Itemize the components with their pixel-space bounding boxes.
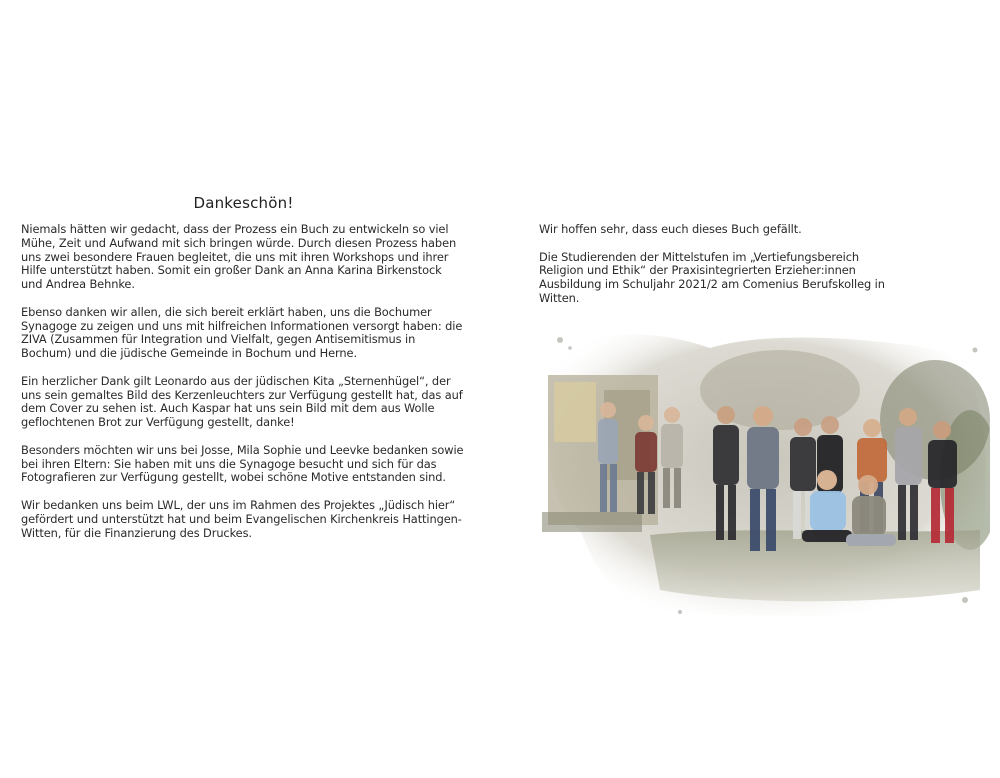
- thanks-paragraph-4: Besonders möchten wir uns bei Josse, Mila Sophie und Leevke bedanken sowie bei ihren Eltern: Sie haben mit uns die Synagoge besucht und sich für das Fotografieren zur Verfügung gestellt, wobei schöne Motive entstanden sind.: [21, 442, 464, 485]
- group-photo-watercolor: [540, 320, 990, 618]
- thanks-paragraph-2: Ebenso danken wir allen, die sich bereit erklärt haben, uns die Bochumer Synagoge zu zeigen und uns mit hilfreichen Informationen versorgt haben: die ZIVA (Zusammen für Integration und Vielfalt, gegen Antisemitismus in Bochum) und die jüdische Gemeinde in Bochum und Herne.: [21, 304, 463, 361]
- thanks-paragraph-5: Wir bedanken uns beim LWL, der uns im Rahmen des Projektes „Jüdisch hier“ gefördert und unterstützt hat und beim Evangelischen Kirchenkreis Hattingen-Witten, für die Finanzierung des Druckes.: [21, 497, 462, 540]
- authors-credit: Die Studierenden der Mittelstufen im „Vertiefungsbereich Religion und Ethik“ der Praxisintegrierten Erzieher:innen Ausbildung im Schuljahr 2021/2 am Comenius Berufskolleg in Witten.: [539, 249, 885, 305]
- group-photo-illustration: [540, 320, 990, 618]
- left-page: [21, 194, 466, 554]
- right-page: [539, 223, 889, 320]
- thanks-paragraph-3: Ein herzlicher Dank gilt Leonardo aus der jüdischen Kita „Sternenhügel“, der uns sein gemaltes Bild des Kerzenleuchters zur Verfügung gestellt hat, das auf dem Cover zu sehen ist. Auch Kaspar hat uns sein Bild mit dem aus Wolle geflochtenen Brot zur Verfügung gestellt, danke!: [21, 373, 463, 430]
- page-title: Dankeschön!: [193, 194, 294, 212]
- thanks-paragraph-1: Niemals hätten wir gedacht, dass der Prozess ein Buch zu entwickeln so viel Mühe, Zeit und Aufwand mit sich bringen würde. Durch diesen Prozess haben uns zwei besondere Frauen begleitet, die uns mit ihren Workshops und ihrer Hilfe unterstützt haben. Somit ein großer Dank an Anna Karina Birkenstock und Andrea Behnke.: [21, 222, 457, 292]
- closing-wish: Wir hoffen sehr, dass euch dieses Buch gefällt.: [539, 222, 802, 236]
